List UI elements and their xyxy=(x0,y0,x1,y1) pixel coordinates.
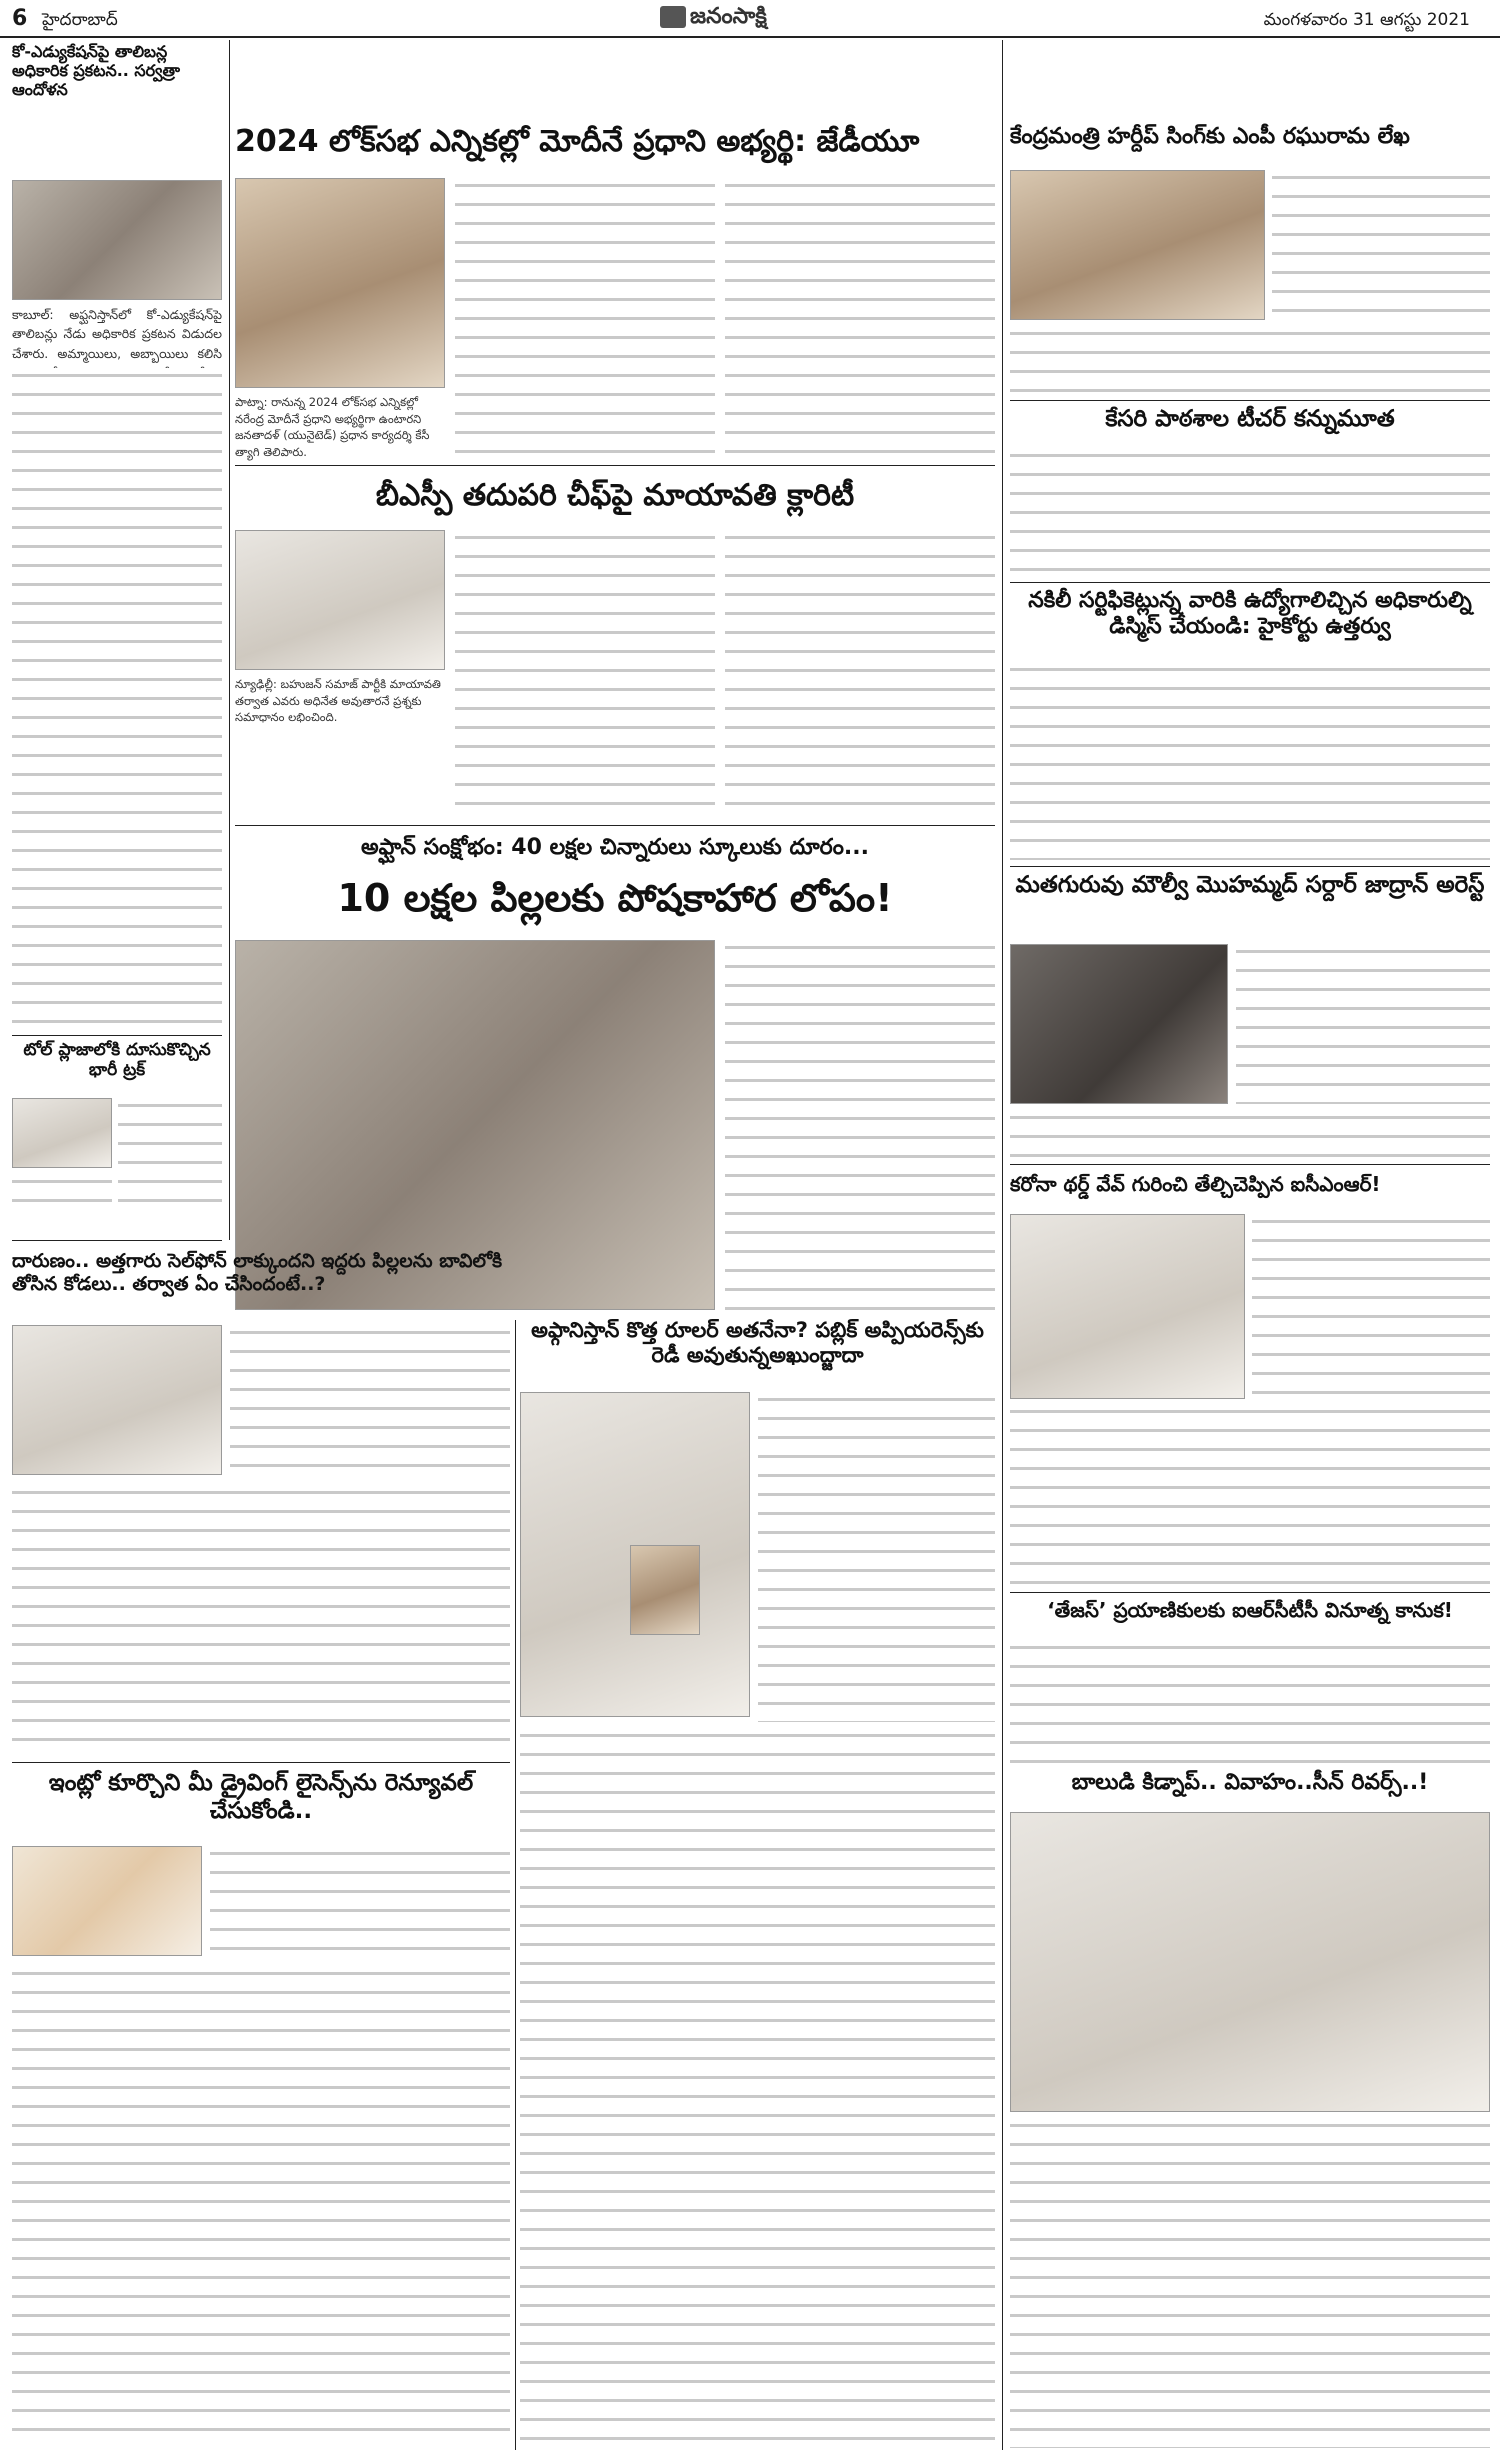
corona-headline: కరోనా థర్డ్‌ వేవ్‌ గురించి తేల్చిచెప్పిన ఐసీఎంఆర్‌! xyxy=(1010,1172,1381,1196)
divider xyxy=(1010,1592,1490,1593)
afghan-body-text xyxy=(725,940,995,1310)
divider xyxy=(235,825,995,826)
divider xyxy=(1010,582,1490,583)
coed-lead: కాబూల్‌: అఫ్ఘనిస్తాన్‌లో కో-ఎడ్యుకేషన్‌పై తాలిబన్లు నేడు అధికారిక ప్రకటన విడుదల చేశారు. అమ్మాయిలు, అబ్బాయిలు కలిసి xyxy=(12,307,222,361)
ruler-inset-photo xyxy=(630,1545,700,1635)
page-number: 6 xyxy=(12,6,28,31)
divider xyxy=(12,1762,510,1763)
coed-body-text xyxy=(12,368,222,1028)
section-city: హైదరాబాద్ xyxy=(42,10,118,30)
modi-photo xyxy=(235,178,445,388)
toll-photo xyxy=(12,1098,112,1168)
maulvi-photo xyxy=(1010,944,1228,1104)
modi-body-col1 xyxy=(455,178,715,458)
divider xyxy=(235,465,995,466)
fakecert-headline: నకిలీ సర్టిఫికెట్లున్న వారికి ఉద్యోగాలిచ్చిన అధికారుల్ని డిస్మిస్‌ చేయండి: హైకోర్టు ఉత్తర్వు xyxy=(1028,588,1472,640)
issue-date: మంగళవారం 31 ఆగస్టు 2021 xyxy=(1263,10,1470,30)
ruler-body-1 xyxy=(758,1392,995,1722)
toll-headline: టోల్‌ ప్లాజాలోకి దూసుకొచ్చిన భారీ ట్రక్‌ xyxy=(23,1040,211,1081)
tejas-headline: ‘తేజస్‌’ ప్రయాణికులకు ఐఆర్‌సీటీసీ వినూత్న కానుక! xyxy=(1047,1598,1453,1622)
toll-body-text-2 xyxy=(12,1174,112,1218)
corona-body-1 xyxy=(1252,1214,1490,1399)
license-headline: ఇంట్లో కూర్చొని మీ డ్రైవింగ్‌ లైసెన్స్‌ను రెన్యూవల్‌ చేసుకోండి.. xyxy=(48,1770,474,1824)
mayawati-photo xyxy=(235,530,445,670)
header-rule xyxy=(0,36,1500,38)
ruler-headline: అఫ్గానిస్తాన్‌ కొత్త రూలర్‌ అతనేనా? పబ్లిక్‌ అప్పియరెన్స్‌కు రెడీ అవుతున్నఅఖుంద్జాదా xyxy=(531,1318,984,1368)
logo-icon xyxy=(660,6,686,28)
hardeep-body-2 xyxy=(1010,326,1490,394)
coed-photo xyxy=(12,180,222,300)
fakecert-body-text xyxy=(1010,662,1490,860)
maulvi-headline: మతగురువు మౌల్వీ మొహమ్మద్‌ సర్దార్‌ జాద్రాన్‌ అరెస్ట్‌ xyxy=(1015,872,1485,898)
modi-caption: పాట్నా: రానున్న 2024 లోక్‌సభ ఎన్నికల్లో నరేంద్ర మోదీనే ప్రధాని అభ్యర్థిగా ఉంటారని జనతాదళ్‌ (యునైటెడ్‌) ప్రధాన కార్యదర్శి కేసీ త్యాగి తెలిపారు. xyxy=(235,395,430,460)
corona-body-2 xyxy=(1010,1404,1490,1586)
kidnap-body-text xyxy=(1010,2118,1490,2448)
hardeep-headline: కేంద్రమంత్రి హర్దీప్‌ సింగ్‌కు ఎంపీ రఘురామ లేఖ xyxy=(1010,124,1410,149)
hardeep-body-1 xyxy=(1272,170,1490,320)
license-body-1 xyxy=(210,1846,510,1961)
divider xyxy=(1010,400,1490,401)
hardeep-photo xyxy=(1010,170,1265,320)
mayawati-headline: బీఎస్పీ తదుపరి చీఫ్‌పై మాయావతి క్లారిటీ xyxy=(375,478,855,513)
column-separator xyxy=(515,1320,516,2450)
divider xyxy=(1010,1164,1490,1165)
daughter-in-law-body-1 xyxy=(230,1325,510,1480)
column-separator xyxy=(229,40,230,1240)
license-photo xyxy=(12,1846,202,1956)
maulvi-body-2 xyxy=(1010,1110,1490,1158)
corona-photo xyxy=(1010,1214,1245,1399)
afghan-headline: 10 లక్షల పిల్లలకు పోషకాహార లోపం! xyxy=(337,876,893,920)
daughter-in-law-photo xyxy=(12,1325,222,1475)
license-body-2 xyxy=(12,1966,510,2446)
divider xyxy=(1010,866,1490,867)
kesari-body-text xyxy=(1010,448,1490,576)
column-separator xyxy=(1002,40,1003,2450)
masthead-name: జనంసాక్షి xyxy=(690,4,767,29)
divider xyxy=(12,1240,222,1241)
daughter-in-law-headline: దారుణం.. అత్తగారు సెల్‌ఫోన్‌ లాక్కుందని ఇద్దరు పిల్లలను బావిలోకి తోసిన కోడలు.. తర్వాత ఏం చేసిందంటే..? xyxy=(12,1250,503,1295)
mayawati-lead: న్యూఢిల్లీ: బహుజన్‌ సమాజ్‌ పార్టీకి మాయావతి తర్వాత ఎవరు అధినేత అవుతారనే ప్రశ్నకు సమాధానం లభించింది. xyxy=(235,677,441,725)
kesari-headline: కేసరి పాఠశాల టీచర్‌ కన్నుమూత xyxy=(1105,406,1395,432)
toll-body-text xyxy=(118,1098,222,1218)
coed-headline: కో-ఎడ్యుకేషన్‌పై తాలిబన్ల అధికారిక ప్రకటన.. సర్వత్రా ఆందోళన xyxy=(12,42,180,100)
divider xyxy=(12,1035,222,1036)
daughter-in-law-body-2 xyxy=(12,1485,510,1755)
kidnap-photo xyxy=(1010,1812,1490,2112)
mayawati-body-col1 xyxy=(455,530,715,815)
afghan-kicker: అఫ్ఘాన్‌ సంక్షోభం: 40 లక్షల చిన్నారులు స్కూలుకు దూరం... xyxy=(361,835,869,860)
masthead-logo xyxy=(660,4,767,34)
modi-body-col2 xyxy=(725,178,995,458)
kidnap-headline: బాలుడి కిడ్నాప్‌.. వివాహం..సీన్‌ రివర్స్‌..! xyxy=(1010,1770,1490,1806)
ruler-body-2 xyxy=(520,1728,995,2448)
modi-headline: 2024 లోక్‌సభ ఎన్నికల్లో మోదీనే ప్రధాని అభ్యర్థి: జేడీయూ xyxy=(235,124,920,159)
mayawati-body-col2 xyxy=(725,530,995,815)
maulvi-body-1 xyxy=(1236,944,1490,1104)
